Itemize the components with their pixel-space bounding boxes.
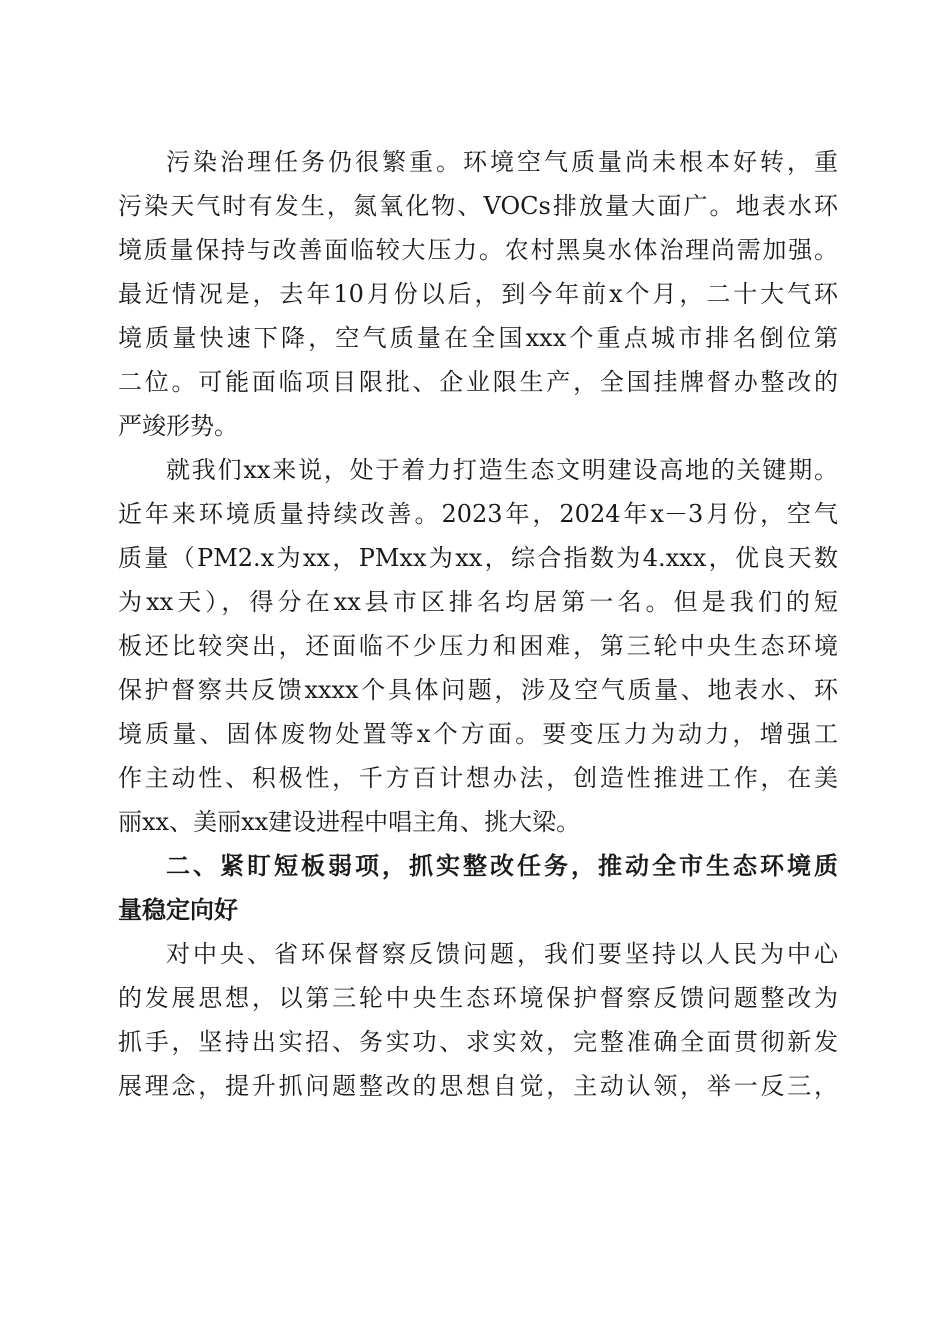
text-line: 污染天气时有发生，氮氧化物、VOCs排放量大面广。地表水环	[118, 192, 838, 220]
text-line: 最近情况是，去年10月份以后，到今年前x个月，二十大气环	[118, 280, 838, 308]
text-line: 作主动性、积极性，千方百计想办法，创造性推进工作，在美	[118, 764, 838, 792]
text-line: 丽xx、美丽xx建设进程中唱主角、挑大梁。	[118, 808, 581, 836]
text-line: 抓手，坚持出实招、务实功、求实效，完整准确全面贯彻新发	[118, 1028, 838, 1056]
text-line: 二位。可能面临项目限批、企业限生产，全国挂牌督办整改的	[118, 368, 838, 396]
text-line: 保护督察共反馈xxxx个具体问题，涉及空气质量、地表水、环	[118, 676, 838, 704]
text-line: 就我们xx来说，处于着力打造生态文明建设高地的关键期。	[166, 456, 838, 484]
text-line: 质量（PM2.x为xx，PMxx为xx，综合指数为4.xxx，优良天数	[118, 544, 838, 572]
text-line: 近年来环境质量持续改善。2023年，2024年x－3月份，空气	[118, 500, 838, 528]
text-line: 严竣形势。	[118, 412, 238, 440]
text-line: 为xx天），得分在xx县市区排名均居第一名。但是我们的短	[118, 588, 838, 616]
section-heading: 量稳定向好	[118, 896, 238, 924]
text-line: 境质量保持与改善面临较大压力。农村黑臭水体治理尚需加强。	[118, 236, 838, 264]
text-line: 展理念，提升抓问题整改的思想自觉，主动认领，举一反三，	[118, 1072, 838, 1100]
text-line: 对中央、省环保督察反馈问题，我们要坚持以人民为中心	[166, 940, 838, 968]
text-line: 板还比较突出，还面临不少压力和困难，第三轮中央生态环境	[118, 632, 838, 660]
section-heading: 二、紧盯短板弱项，抓实整改任务，推动全市生态环境质	[166, 852, 838, 880]
text-line: 境质量快速下降，空气质量在全国xxx个重点城市排名倒位第	[118, 324, 838, 352]
text-line: 境质量、固体废物处置等x个方面。要变压力为动力，增强工	[118, 720, 838, 748]
text-line: 污染治理任务仍很繁重。环境空气质量尚未根本好转，重	[166, 148, 838, 176]
text-line: 的发展思想，以第三轮中央生态环境保护督察反馈问题整改为	[118, 984, 838, 1012]
